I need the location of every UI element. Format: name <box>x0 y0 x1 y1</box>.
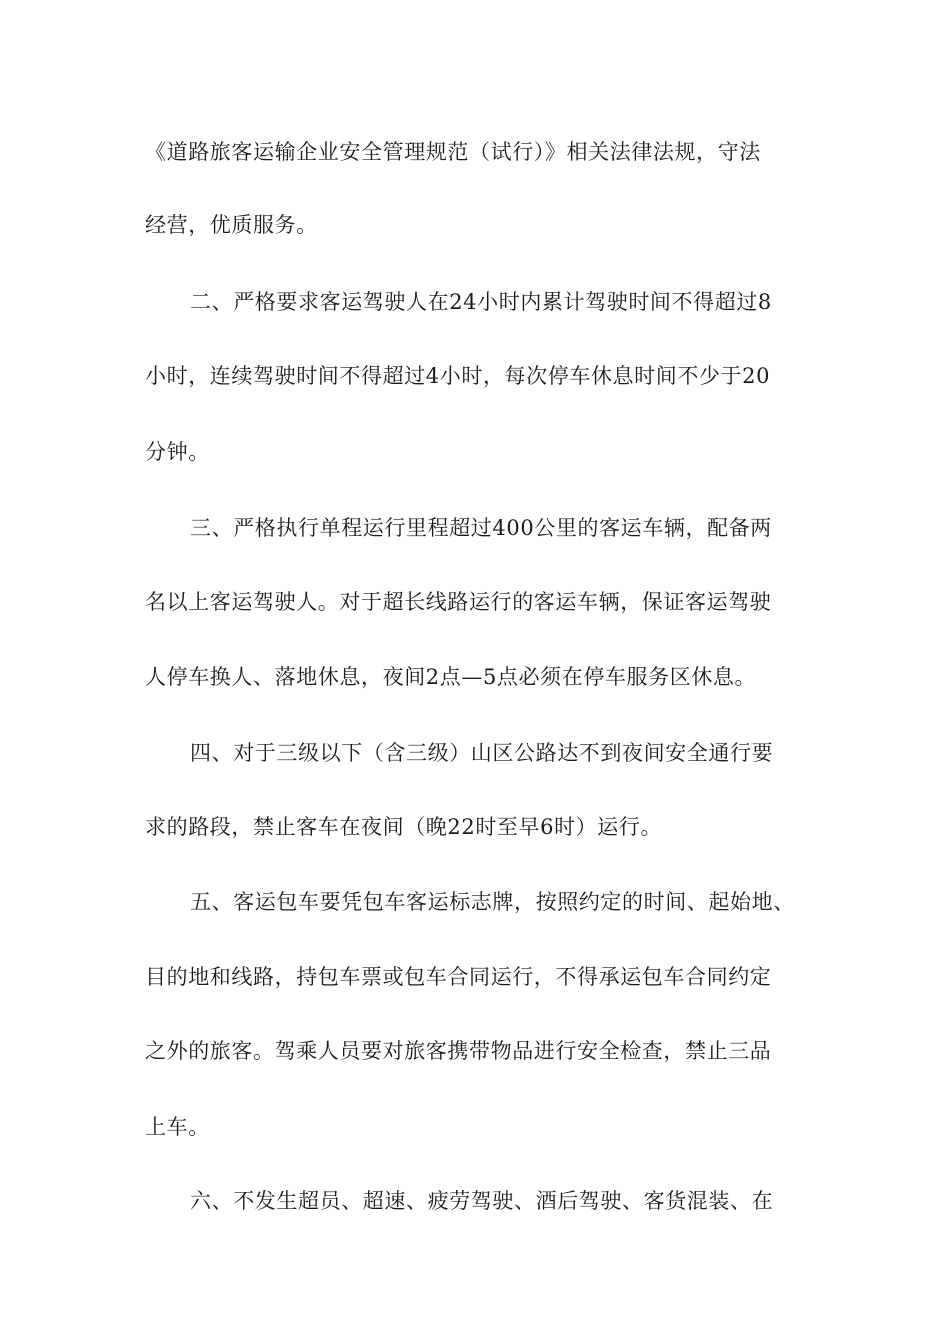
paragraph-3-line-3: 人停车换人、落地休息，夜间2点—5点必须在停车服务区休息。 <box>145 665 757 689</box>
paragraph-3-line-2: 名以上客运驾驶人。对于超长线路运行的客运车辆，保证客运驾驶 <box>145 590 772 614</box>
paragraph-2-line-1: 二、严格要求客运驾驶人在24小时内累计驾驶时间不得超过8 <box>190 290 772 314</box>
text-line-2: 经营，优质服务。 <box>145 213 318 237</box>
paragraph-4-line-1: 四、对于三级以下（含三级）山区公路达不到夜间安全通行要 <box>190 741 774 765</box>
text-line-1: 《道路旅客运输企业安全管理规范（试行）》相关法律法规，守法 <box>145 140 761 164</box>
paragraph-6-line-1: 六、不发生超员、超速、疲劳驾驶、酒后驾驶、客货混装、在 <box>190 1189 774 1213</box>
paragraph-3-line-1: 三、严格执行单程运行里程超过400公里的客运车辆，配备两 <box>190 516 772 540</box>
paragraph-5-line-4: 上车。 <box>145 1115 210 1139</box>
paragraph-5-line-2: 目的地和线路，持包车票或包车合同运行，不得承运包车合同约定 <box>145 965 772 989</box>
paragraph-5-line-1: 五、客运包车要凭包车客运标志牌，按照约定的时间、起始地、 <box>190 890 795 914</box>
paragraph-2-line-2: 小时，连续驾驶时间不得超过4小时，每次停车休息时间不少于20 <box>145 364 771 388</box>
paragraph-2-line-3: 分钟。 <box>145 440 210 464</box>
paragraph-5-line-3: 之外的旅客。驾乘人员要对旅客携带物品进行安全检查，禁止三品 <box>145 1039 772 1063</box>
paragraph-4-line-2: 求的路段，禁止客车在夜间（晚22时至早6时）运行。 <box>145 815 663 839</box>
